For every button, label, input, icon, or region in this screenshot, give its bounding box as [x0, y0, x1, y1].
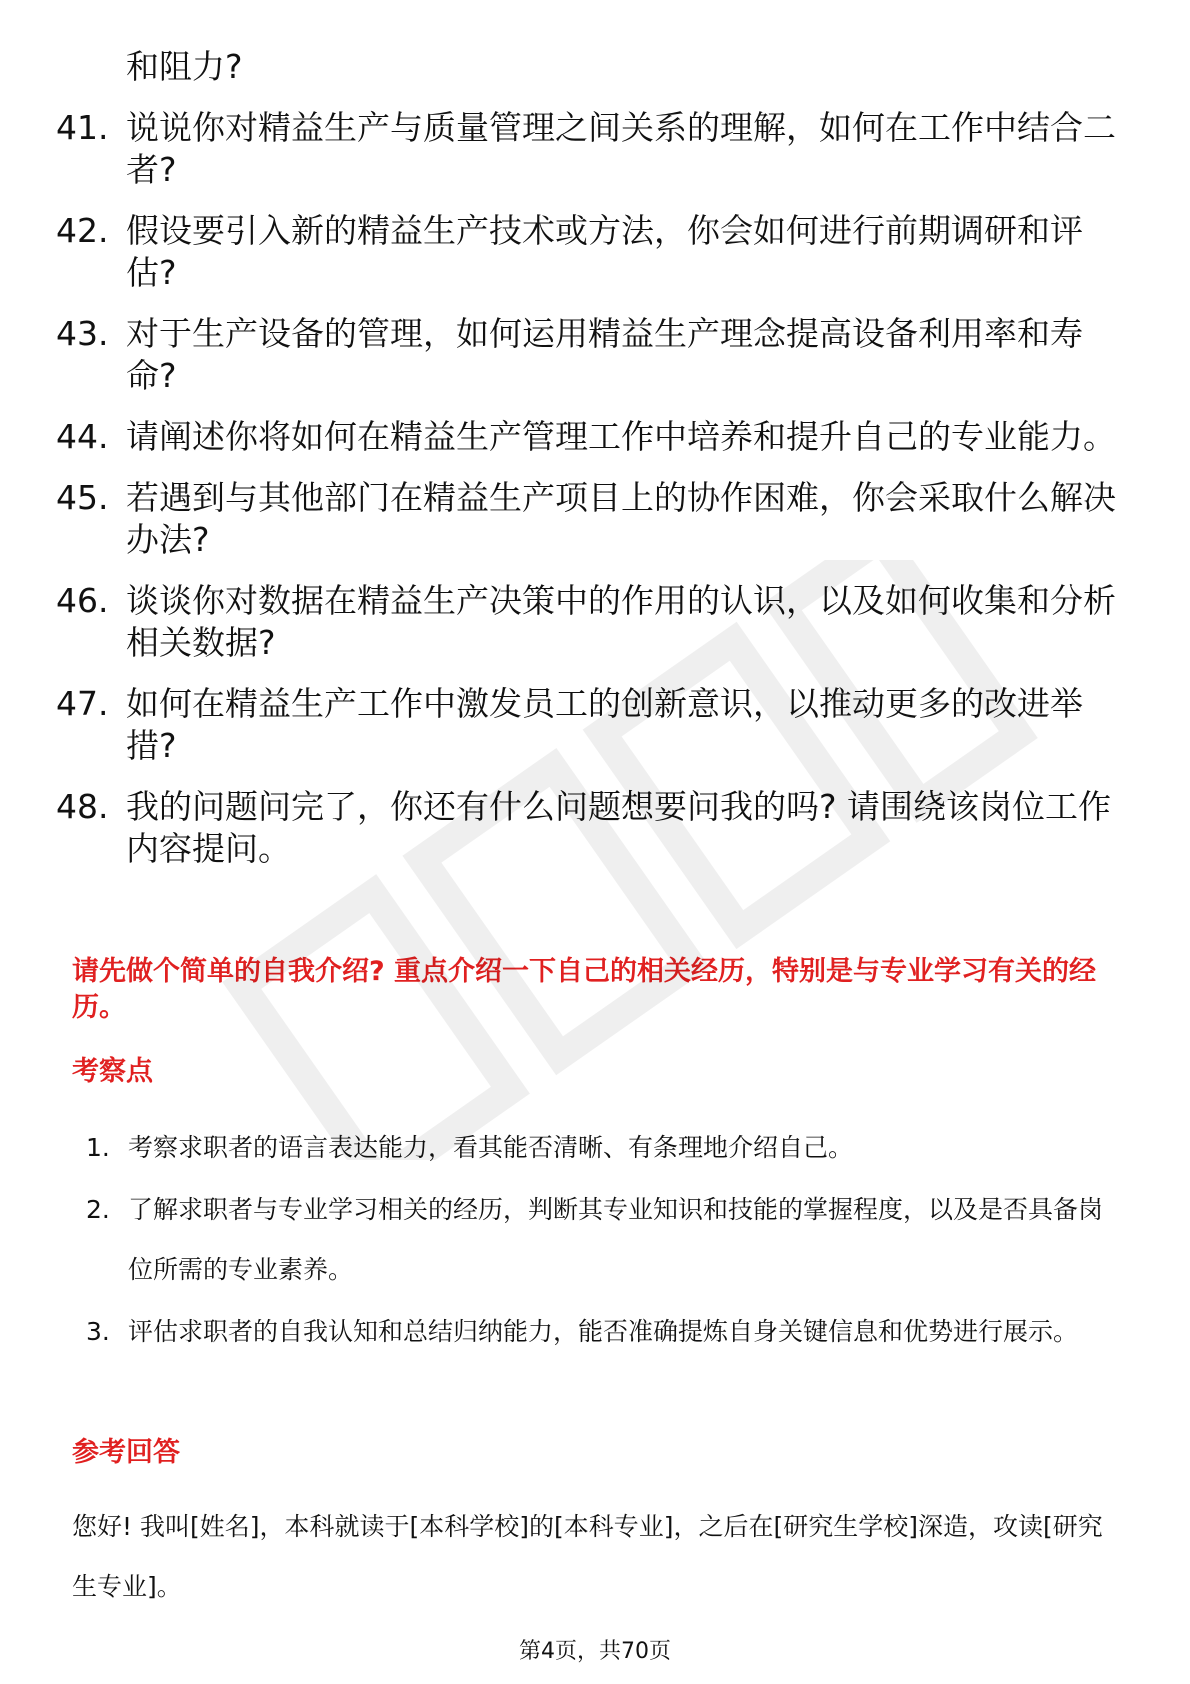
question-item: [56, 46, 1116, 88]
assessment-point: [86, 1180, 1116, 1300]
question-item: [56, 210, 1116, 294]
assessment-points: [86, 1118, 1116, 1364]
point-number: 3.: [86, 1317, 110, 1346]
point-text: 了解求职者与专业学习相关的经历，判断其专业知识和技能的掌握程度，以及是否具备岗位所需的专业素养。: [128, 1195, 1104, 1284]
question-item: [56, 107, 1116, 191]
question-number: 47.: [56, 684, 109, 723]
question-item: [56, 416, 1116, 458]
page-footer: 第4页，共70页: [519, 1639, 671, 1664]
question-text: 若遇到与其他部门在精益生产项目上的协作困难，你会采取什么解决办法?: [126, 478, 1116, 559]
question-number: 45.: [56, 478, 109, 517]
question-item: [56, 683, 1116, 767]
question-number: 42.: [56, 211, 109, 250]
question-text: 请阐述你将如何在精益生产管理工作中培养和提升自己的专业能力。: [126, 417, 1116, 456]
question-item: [56, 313, 1116, 397]
question-number: 48.: [56, 787, 109, 826]
question-text: 如何在精益生产工作中激发员工的创新意识，以推动更多的改进举措?: [126, 684, 1083, 765]
question-number: 41.: [56, 108, 109, 147]
question-text: 谈谈你对数据在精益生产决策中的作用的认识，以及如何收集和分析相关数据?: [126, 581, 1116, 662]
assessment-title: 考察点: [72, 1056, 153, 1087]
question-number: 43.: [56, 314, 109, 353]
reference-answer: 您好! 我叫[姓名]，本科就读于[本科学校]的[本科专业]，之后在[研究生学校]深造，攻读[研究生专业]。: [72, 1512, 1103, 1601]
question-item: [56, 580, 1116, 664]
question-number: 44.: [56, 417, 109, 456]
question-text: 假设要引入新的精益生产技术或方法，你会如何进行前期调研和评估?: [126, 211, 1083, 292]
question-item: [56, 786, 1116, 870]
reference-title: 参考回答: [72, 1437, 180, 1468]
question-text: 和阻力?: [126, 47, 243, 86]
point-text: 考察求职者的语言表达能力，看其能否清晰、有条理地介绍自己。: [128, 1133, 854, 1162]
point-text: 评估求职者的自我认知和总结归纳能力，能否准确提炼自身关键信息和优势进行展示。: [128, 1317, 1079, 1346]
assessment-point: [86, 1302, 1116, 1362]
point-number: 2.: [86, 1195, 110, 1224]
question-list: [56, 46, 1116, 889]
question-item: [56, 477, 1116, 561]
highlight-question: 请先做个简单的自我介绍? 重点介绍一下自己的相关经历，特别是与专业学习有关的经历。: [72, 956, 1097, 1023]
assessment-point: [86, 1118, 1116, 1178]
question-text: 说说你对精益生产与质量管理之间关系的理解，如何在工作中结合二者?: [126, 108, 1116, 189]
point-number: 1.: [86, 1133, 110, 1162]
question-text: 对于生产设备的管理，如何运用精益生产理念提高设备利用率和寿命?: [126, 314, 1083, 395]
question-number: 46.: [56, 581, 109, 620]
question-text: 我的问题问完了，你还有什么问题想要问我的吗? 请围绕该岗位工作内容提问。: [126, 787, 1112, 868]
